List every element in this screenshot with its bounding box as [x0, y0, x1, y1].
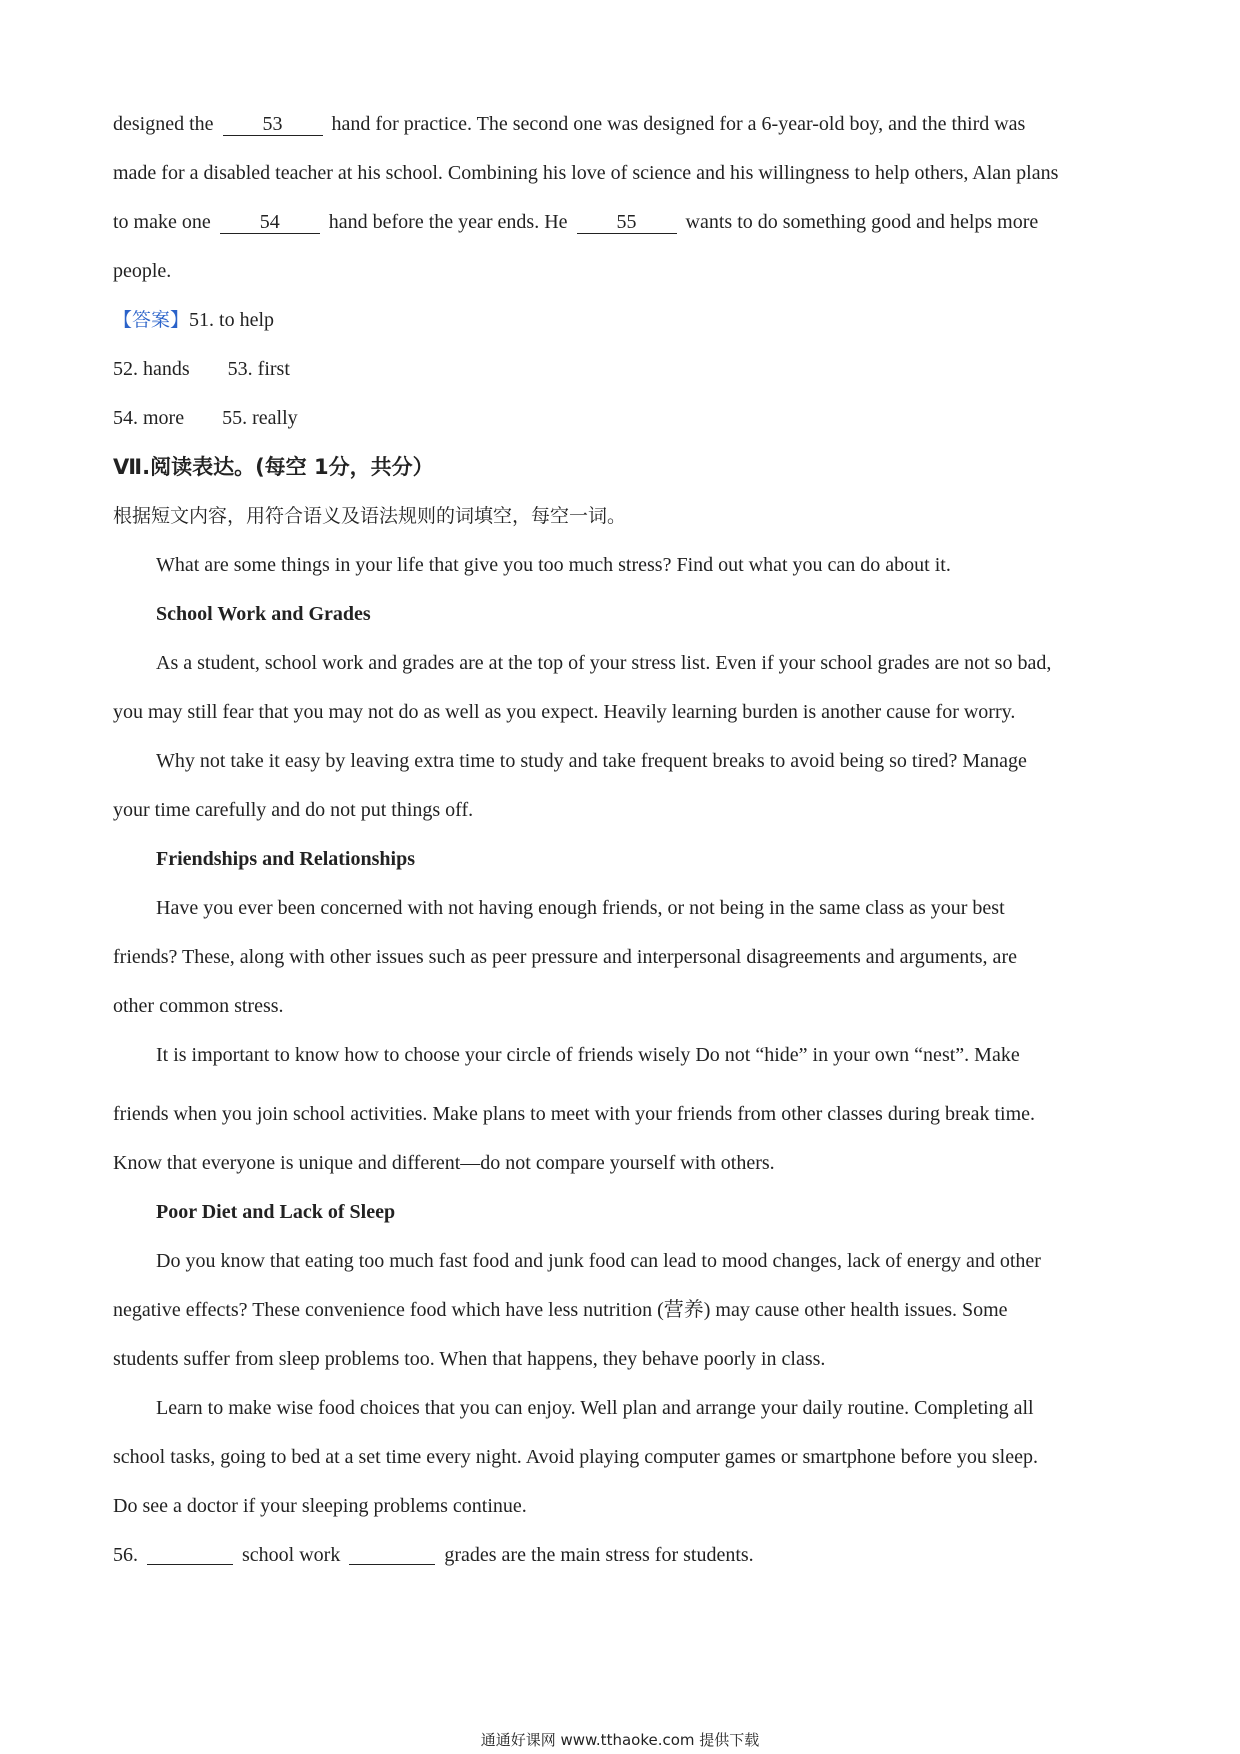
paragraph-line: students suffer from sleep problems too. When that happens, they behave poorly in class.	[113, 1348, 826, 1370]
paragraph-line: negative effects? These convenience food which have less nutrition (营养) may cause other health issues. Some	[113, 1299, 1008, 1321]
passage-line-4: people.	[113, 260, 172, 282]
answer-line-3	[113, 394, 1133, 443]
subheading-friendships: Friendships and Relationships	[156, 848, 415, 870]
answer-tag: 【答案】	[113, 309, 190, 331]
question-text: grades are the main stress for students.	[444, 1544, 754, 1566]
answer-blank[interactable]	[349, 1544, 435, 1565]
answer-52: 52. hands	[113, 358, 190, 380]
section-instruction: 根据短文内容，用符合语义及语法规则的词填空，每空一词。	[113, 505, 627, 527]
answer-line-1	[113, 296, 1133, 345]
blank-54: 54	[220, 211, 320, 234]
passage-text: hand before the year ends. He	[328, 211, 568, 233]
passage-text: designed the	[113, 113, 214, 135]
question-56	[113, 1531, 1133, 1580]
paragraph-line: other common stress.	[113, 995, 284, 1017]
blank-55: 55	[577, 211, 677, 234]
paragraph-line: your time carefully and do not put things off.	[113, 799, 474, 821]
answer-line-2	[113, 345, 1133, 394]
paragraph-line: Have you ever been concerned with not having enough friends, or not being in the same class as your best	[156, 897, 1005, 919]
answer-55: 55. really	[222, 407, 298, 429]
section-title: Ⅶ.阅读表达。(每空 1分，共分）	[113, 455, 434, 479]
paragraph-line: As a student, school work and grades are at the top of your stress list. Even if your school grades are not so bad,	[156, 652, 1052, 674]
paragraph-line: school tasks, going to bed at a set time every night. Avoid playing computer games or smartphone before you sleep.	[113, 1446, 1038, 1468]
blank-53: 53	[223, 113, 323, 136]
paragraph-line: Do you know that eating too much fast food and junk food can lead to mood changes, lack of energy and other	[156, 1250, 1041, 1272]
document-page	[113, 100, 1133, 1580]
paragraph-line: Learn to make wise food choices that you can enjoy. Well plan and arrange your daily routine. Completing all	[156, 1397, 1034, 1419]
answer-51: 51. to help	[189, 309, 275, 331]
paragraph-line: friends when you join school activities. Make plans to meet with your friends from other classes during break time.	[113, 1103, 1036, 1125]
subheading-diet: Poor Diet and Lack of Sleep	[156, 1201, 396, 1223]
answer-53: 53. first	[227, 358, 290, 380]
paragraph-line: Know that everyone is unique and different—do not compare yourself with others.	[113, 1152, 775, 1174]
passage-text: to make one	[113, 211, 211, 233]
passage-line-3	[113, 198, 1133, 247]
subheading-school: School Work and Grades	[156, 603, 371, 625]
passage-line-2: made for a disabled teacher at his school. Combining his love of science and his willingness to help others, Alan plans	[113, 162, 1059, 184]
answer-54: 54. more	[113, 407, 185, 429]
paragraph-line: you may still fear that you may not do as well as you expect. Heavily learning burden is another cause for worry.	[113, 701, 1016, 723]
paragraph-line: Do see a doctor if your sleeping problems continue.	[113, 1495, 527, 1517]
question-number: 56.	[113, 1544, 138, 1566]
article-intro: What are some things in your life that give you too much stress? Find out what you can do about it.	[156, 554, 951, 576]
question-text: school work	[242, 1544, 341, 1566]
passage-line-1	[113, 100, 1133, 149]
answer-blank[interactable]	[147, 1544, 233, 1565]
page-footer: 通通好课网 www.tthaoke.com 提供下载	[480, 1731, 760, 1749]
paragraph-line: It is important to know how to choose your circle of friends wisely Do not “hide” in your own “nest”. Make	[156, 1044, 1020, 1066]
passage-text: hand for practice. The second one was designed for a 6-year-old boy, and the third was	[331, 113, 1026, 135]
passage-text: wants to do something good and helps more	[685, 211, 1039, 233]
paragraph-line: friends? These, along with other issues such as peer pressure and interpersonal disagreements and arguments, are	[113, 946, 1017, 968]
paragraph-line: Why not take it easy by leaving extra time to study and take frequent breaks to avoid being so tired? Manage	[156, 750, 1027, 772]
